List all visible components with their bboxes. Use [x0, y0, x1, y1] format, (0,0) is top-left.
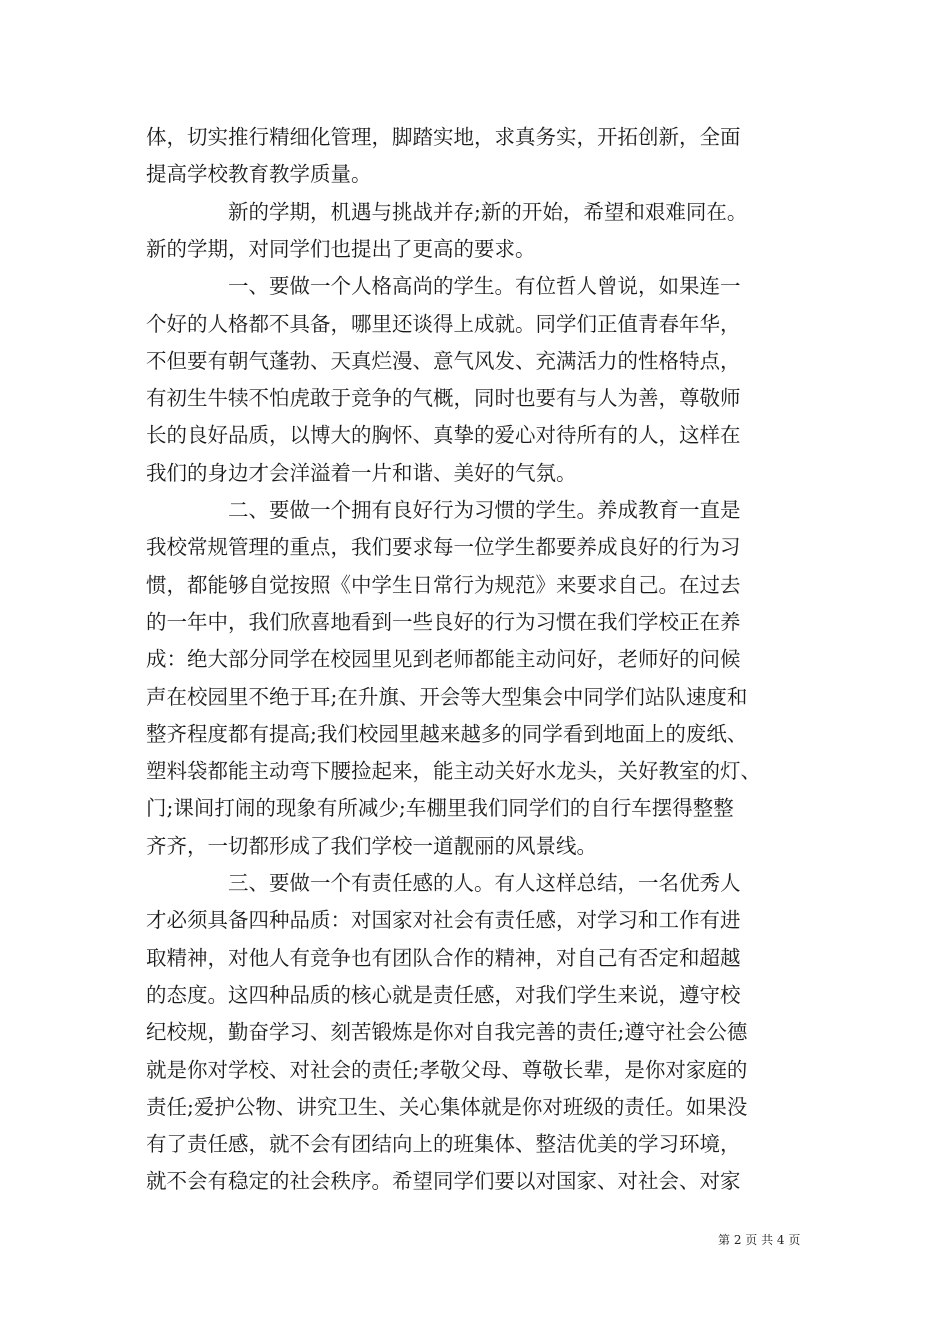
text-line: 门;课间打闹的现象有所减少;车棚里我们同学们的自行车摆得整整: [146, 796, 734, 820]
text-line: 体，切实推行精细化管理，脚踏实地，求真务实，开拓创新，全面: [146, 125, 741, 149]
text-line: 齐齐，一切都形成了我们学校一道靓丽的风景线。: [146, 834, 597, 858]
text-line: 我们的身边才会洋溢着一片和谐、美好的气氛。: [146, 461, 577, 485]
text-line: 惯，都能够自觉按照《中学生日常行为规范》来要求自己。在过去: [146, 573, 741, 597]
text-line: 新的学期，机遇与挑战并存;新的开始，希望和艰难同在。: [146, 200, 748, 224]
text-line: 二、要做一个拥有良好行为习惯的学生。养成教育一直是: [146, 498, 741, 522]
text-line: 就是你对学校、对社会的责任;孝敬父母、尊敬长辈，是你对家庭的: [146, 1058, 748, 1082]
text-line: 我校常规管理的重点，我们要求每一位学生都要养成良好的行为习: [146, 535, 741, 559]
text-line: 整齐程度都有提高;我们校园里越来越多的同学看到地面上的废纸、: [146, 722, 748, 746]
text-line: 有初生牛犊不怕虎敢于竞争的气概，同时也要有与人为善，尊敬师: [146, 386, 741, 410]
text-line: 就不会有稳定的社会秩序。希望同学们要以对国家、对社会、对家: [146, 1169, 741, 1193]
text-line: 纪校规，勤奋学习、刻苦锻炼是你对自我完善的责任;遵守社会公德: [146, 1020, 748, 1044]
text-line: 有了责任感，就不会有团结向上的班集体、整洁优美的学习环境，: [146, 1132, 741, 1156]
text-line: 责任;爱护公物、讲究卫生、关心集体就是你对班级的责任。如果没: [146, 1095, 748, 1119]
text-line: 声在校园里不绝于耳;在升旗、开会等大型集会中同学们站队速度和: [146, 685, 748, 709]
page-number-footer: 第 2 页 共 4 页: [718, 1233, 801, 1247]
text-line: 不但要有朝气蓬勃、天真烂漫、意气风发、充满活力的性格特点，: [146, 349, 741, 373]
text-line: 才必须具备四种品质：对国家对社会有责任感，对学习和工作有进: [146, 908, 741, 932]
text-line: 塑料袋都能主动弯下腰捡起来，能主动关好水龙头，关好教室的灯、: [146, 759, 761, 783]
text-line: 取精神，对他人有竞争也有团队合作的精神，对自己有否定和超越: [146, 946, 741, 970]
text-line: 新的学期，对同学们也提出了更高的要求。: [146, 237, 536, 261]
text-line: 成：绝大部分同学在校园里见到老师都能主动问好，老师好的问候: [146, 647, 741, 671]
text-line: 的态度。这四种品质的核心就是责任感，对我们学生来说，遵守校: [146, 983, 741, 1007]
text-line: 的一年中，我们欣喜地看到一些良好的行为习惯在我们学校正在养: [146, 610, 741, 634]
text-line: 个好的人格都不具备，哪里还谈得上成就。同学们正值青春年华，: [146, 312, 741, 336]
text-line: 一、要做一个人格高尚的学生。有位哲人曾说，如果连一: [146, 274, 741, 298]
text-line: 提高学校教育教学质量。: [146, 162, 372, 186]
text-line: 三、要做一个有责任感的人。有人这样总结，一名优秀人: [146, 871, 741, 895]
text-line: 长的良好品质，以博大的胸怀、真挚的爱心对待所有的人，这样在: [146, 423, 741, 447]
